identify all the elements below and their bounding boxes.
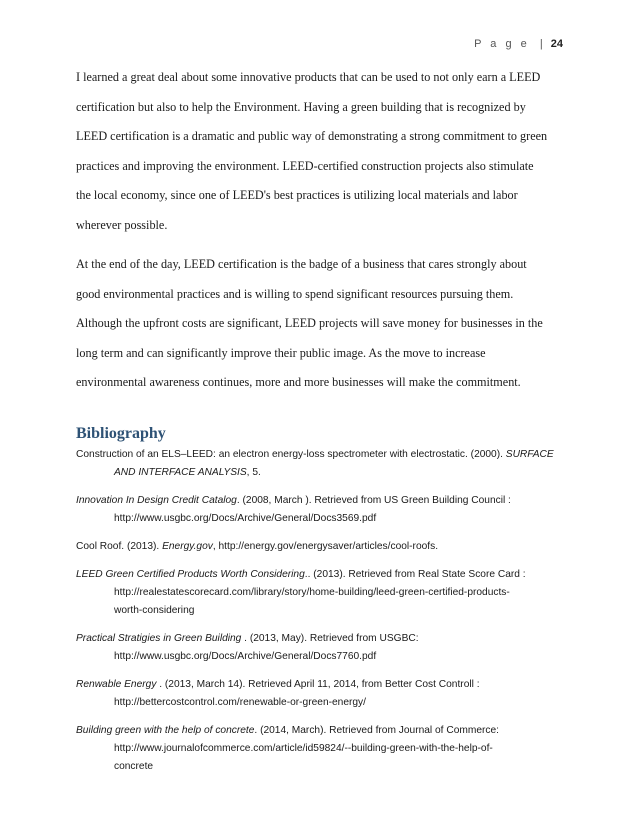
entry-title: Renwable Energy	[76, 679, 157, 690]
paragraph-line: long term and can significantly improve their public image. As the move to increase	[76, 345, 486, 360]
entry-title: Innovation In Design Credit Catalog	[76, 495, 237, 506]
page-label: P a g e	[474, 38, 530, 50]
paragraph-line: the local economy, since one of LEED's best practices is utilizing local materials and labor	[76, 188, 518, 203]
entry-url-cont: concrete	[114, 761, 154, 772]
entry-journal-cont: AND INTERFACE ANALYSIS	[114, 467, 247, 478]
entry-text: Construction of an ELS–LEED: an electron energy-loss spectrometer with electrostatic. (2000).	[76, 449, 506, 460]
paragraph-line: Although the upfront costs are significant, LEED projects will save money for businesses in the	[76, 316, 543, 331]
entry-journal: SURFACE	[505, 449, 554, 460]
bibliography-list	[76, 446, 566, 786]
entry-source: Energy.gov	[162, 541, 213, 552]
entry-text: . (2014, March). Retrieved from Journal of Commerce:	[254, 725, 499, 736]
page-header	[474, 38, 563, 50]
paragraph-line: certification but also to help the Environment. Having a green building that is recognized by	[76, 99, 526, 114]
entry-text: . (2013, May). Retrieved from USGBC:	[241, 633, 419, 644]
entry-url: http://www.usgbc.org/Docs/Archive/General/Docs3569.pdf	[114, 513, 377, 524]
entry-url: http://realestatescorecard.com/library/story/home-building/leed-green-certified-products-	[114, 587, 510, 598]
page-separator: |	[539, 38, 543, 50]
bibliography-entry	[76, 566, 566, 620]
paragraph-1	[76, 63, 576, 241]
bibliography-entry	[76, 538, 566, 556]
bibliography-heading: Bibliography	[76, 425, 166, 442]
paragraph-line: practices and improving the environment. LEED-certified construction projects also stimulate	[76, 158, 534, 173]
entry-text: Cool Roof. (2013).	[76, 541, 163, 552]
entry-title: Building green with the help of concrete	[76, 725, 255, 736]
entry-url: http://bettercostcontrol.com/renewable-or-green-energy/	[114, 697, 366, 708]
paragraph-line: LEED certification is a dramatic and public way of demonstrating a strong commitment to green	[76, 129, 548, 144]
bibliography-entry	[76, 722, 566, 776]
entry-title: LEED Green Certified Products Worth Considering	[76, 569, 305, 580]
entry-text: . (2008, March ). Retrieved from US Green Building Council :	[236, 495, 511, 506]
bibliography-entry	[76, 630, 566, 666]
entry-text: . (2013, March 14). Retrieved April 11, 2014, from Better Cost Controll :	[156, 679, 480, 690]
bibliography-entry	[76, 492, 566, 528]
entry-url: http://www.usgbc.org/Docs/Archive/General/Docs7760.pdf	[114, 651, 377, 662]
entry-volume: , 5.	[246, 467, 261, 478]
paragraph-line: good environmental practices and is willing to spend significant resources pursuing them.	[76, 286, 514, 301]
page-number: 24	[550, 38, 563, 50]
entry-url-cont: worth-considering	[114, 605, 195, 616]
entry-text: .. (2013). Retrieved from Real State Score Card :	[304, 569, 526, 580]
paragraph-line: wherever possible.	[76, 217, 168, 232]
entry-url: , http://energy.gov/energysaver/articles/cool-roofs.	[212, 541, 439, 552]
bibliography-entry	[76, 676, 566, 712]
entry-url: http://www.journalofcommerce.com/article/id59824/--building-green-with-the-help-of-	[114, 743, 493, 754]
paragraph-line: I learned a great deal about some innovative products that can be used to not only earn a LEED	[76, 70, 541, 84]
paragraph-line: environmental awareness continues, more and more businesses will make the commitment.	[76, 375, 521, 390]
paragraph-2	[76, 250, 576, 398]
entry-title: Practical Stratigies in Green Building	[76, 633, 242, 644]
paragraph-line: At the end of the day, LEED certification is the badge of a business that cares strongly about	[76, 257, 527, 271]
bibliography-entry	[76, 446, 566, 482]
